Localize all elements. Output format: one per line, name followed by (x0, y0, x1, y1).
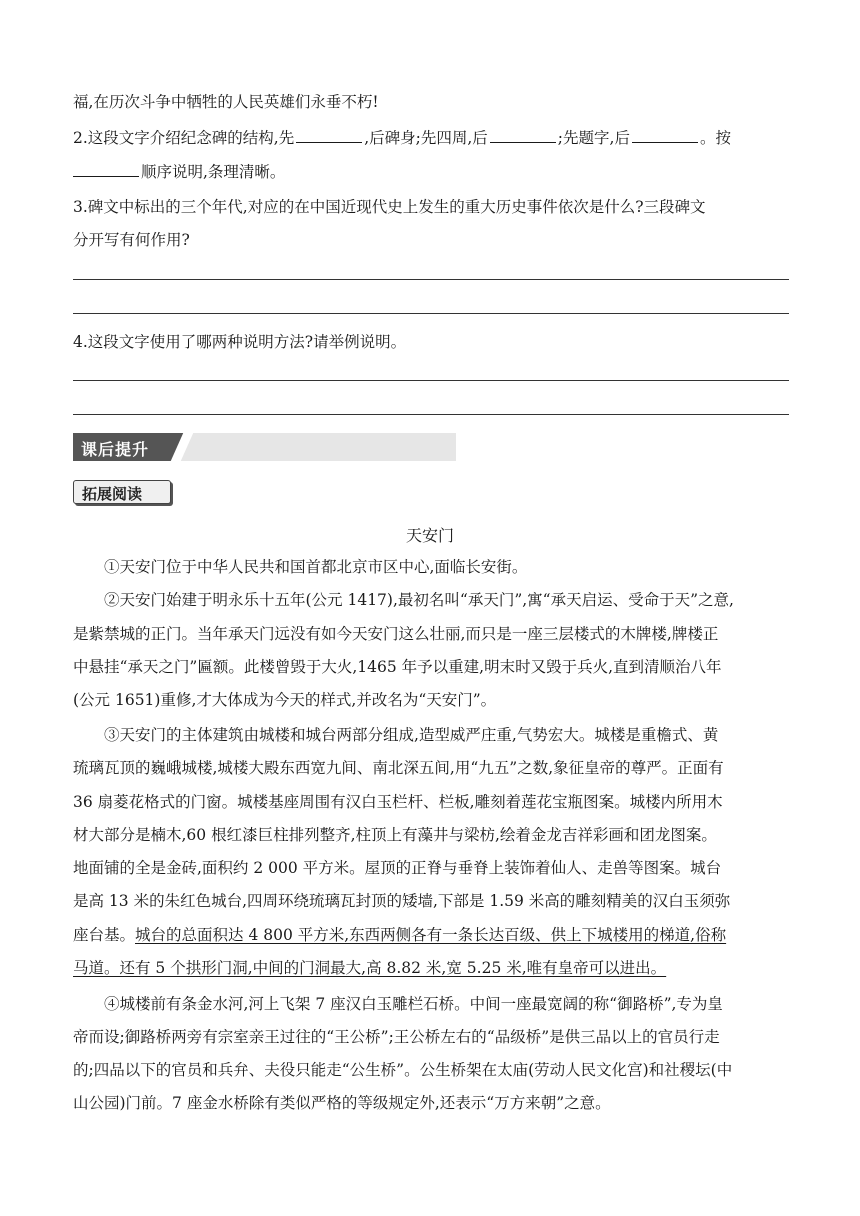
underlined-text: 城台的总面积达 4 800 平方米,东西两侧各有一条长达百级、供上下城楼用的梯道,俗称 (135, 926, 727, 944)
answer-line-q4-2[interactable] (73, 414, 789, 415)
q2-text-1: 2.这段文字介绍纪念碑的结构,先 (73, 129, 295, 147)
article-line-underlined (73, 958, 789, 978)
article-line: ④城楼前有条金水河,河上飞架 7 座汉白玉雕栏石桥。中间一座最宽阔的称“御路桥”,专为皇 (104, 995, 723, 1013)
article-line: 帝而设;御路桥两旁有宗室亲王过往的“王公桥”;王公桥左右的“品级桥”是供三品以上的官员行走 (73, 1028, 720, 1046)
q2-blank-2[interactable] (490, 128, 556, 143)
article-line: ①天安门位于中华人民共和国首都北京市区中心,面临长安街。 (104, 558, 528, 576)
q2-blank-1[interactable] (296, 128, 362, 143)
article-line: 的;四品以下的官员和兵弁、夫役只能走“公生桥”。公生桥架在太庙(劳动人民文化宫)和社稷坛(中 (73, 1061, 733, 1079)
q2-blank-3[interactable] (632, 128, 698, 143)
q2-blank-4[interactable] (73, 162, 139, 177)
article-line: ③天安门的主体建筑由城楼和城台两部分组成,造型威严庄重,气势宏大。城楼是重檐式、黄 (104, 726, 719, 744)
answer-line-q3-1[interactable] (73, 279, 789, 280)
answer-line-q3-2[interactable] (73, 313, 789, 314)
continued-text-line: 福,在历次斗争中牺牲的人民英雄们永垂不朽! (73, 93, 379, 111)
question-2-line-1 (73, 128, 789, 148)
subsection-label (73, 480, 171, 504)
q2-text-4: 。按 (699, 129, 731, 147)
article-line: 地面铺的全是金砖,面积约 2 000 平方米。屋顶的正脊与垂脊上装饰着仙人、走兽等图案。城台 (73, 859, 722, 877)
article-line: 是高 13 米的朱红色城台,四周环绕琉璃瓦封顶的矮墙,下部是 1.59 米高的雕刻精美的汉白玉须弥 (73, 892, 731, 910)
underlined-text: 马道。还有 5 个拱形门洞,中间的门洞最大,高 8.82 米,宽 5.25 米,唯有皇帝可以进出。 (73, 959, 667, 977)
section-banner (73, 433, 456, 461)
question-2-line-2 (73, 162, 789, 182)
answer-line-q4-1[interactable] (73, 380, 789, 381)
article-text: 座台基。 (73, 926, 136, 944)
question-4: 4.这段文字使用了哪两种说明方法?请举例说明。 (73, 333, 407, 351)
q2-text-2: ,后碑身;先四周,后 (364, 129, 488, 147)
q2-text-3: ;先题字,后 (557, 129, 630, 147)
article-line: 中悬挂“承天之门”匾额。此楼曾毁于大火,1465 年予以重建,明末时又毁于兵火,直到清顺治八年 (73, 658, 722, 676)
article-title: 天安门 (405, 526, 454, 545)
banner-title: 课后提升 (81, 440, 150, 459)
subsection-title: 拓展阅读 (82, 485, 143, 503)
article-line-mixed (73, 925, 789, 945)
article-line: 材大部分是楠木,60 根红漆巨柱排列整齐,柱顶上有藻井与梁枋,绘着金龙吉祥彩画和团龙图案。 (73, 826, 717, 844)
article-line: 36 扇菱花格式的门窗。城楼基座周围有汉白玉栏杆、栏板,雕刻着莲花宝瓶图案。城楼内所用木 (73, 793, 723, 811)
article-line: 琉璃瓦顶的巍峨城楼,城楼大殿东西宽九间、南北深五间,用“九五”之数,象征皇帝的尊严。正面有 (73, 759, 724, 777)
question-3-line-1: 3.碑文中标出的三个年代,对应的在中国近现代史上发生的重大历史事件依次是什么?三段碑文 (73, 198, 706, 216)
article-line: ②天安门始建于明永乐十五年(公元 1417),最初名叫“承天门”,寓“承天启运、受命于天”之意, (104, 591, 734, 609)
question-3-line-2: 分开写有何作用? (73, 231, 190, 249)
article-line: (公元 1651)重修,才大体成为今天的样式,并改名为“天安门”。 (73, 691, 497, 709)
q2-text-5: 顺序说明,条理清晰。 (141, 163, 286, 181)
article-line: 是紫禁城的正门。当年承天门远没有如今天安门这么壮丽,而只是一座三层楼式的木牌楼,牌楼正 (73, 625, 719, 643)
article-line: 山公园)门前。7 座金水桥除有类似严格的等级规定外,还表示“万方来朝”之意。 (73, 1094, 611, 1112)
